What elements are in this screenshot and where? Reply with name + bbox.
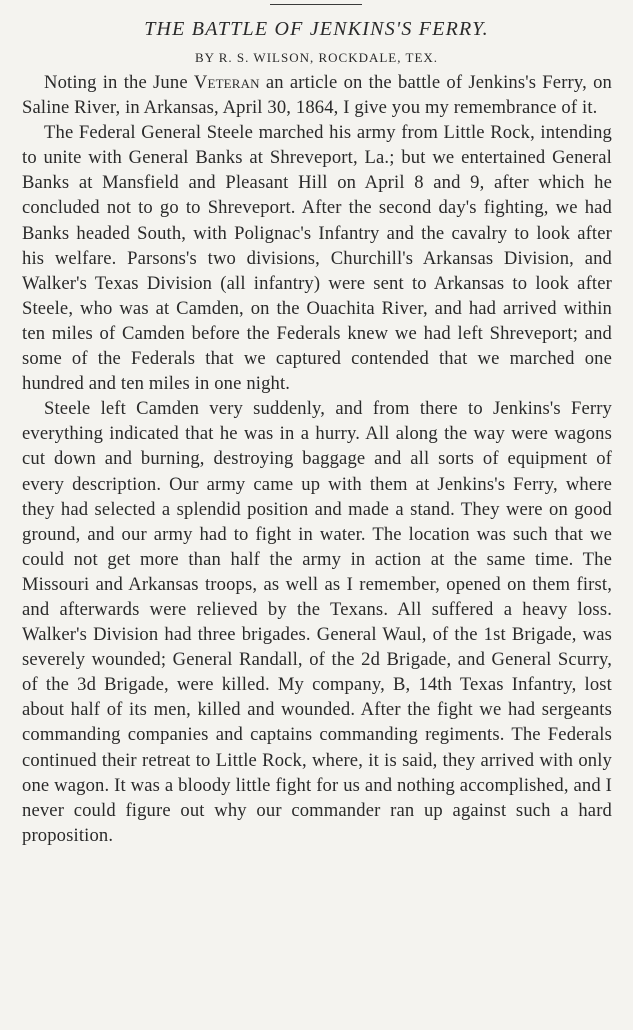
paragraph-1-text-b: an article on the battle of Jenkins's Ferry, on Saline River, in Arkansas, April 30, 1864, I give you my remembrance of it. [22, 72, 612, 119]
article-title: THE BATTLE OF JENKINS'S FERRY. [144, 18, 489, 40]
article-body [22, 70, 612, 848]
paragraph-3: Steele left Camden very suddenly, and from there to Jenkins's Ferry everything indicated that he was in a hurry. All along the way were wagons cut down and burning, destroying baggage and all sorts of equipment of every description. Our army came up with them at Jenkins's Ferry, where they had selected a splendid position and made a stand. They were on good ground, and our army had to fight in water. The location was such that we could not get more than half the army in action at the same time. The Missouri and Arkansas troops, as well as I remember, opened on them first, and afterwards were relieved by the Texans. All suffered a heavy loss. Walker's Division had three brigades. General Waul, of the 1st Brigade, was severely wounded; General Randall, of the 2d Brigade, and General Scurry, of the 3d Brigade, were killed. My company, B, 14th Texas Infantry, lost about half of its men, killed and wounded. After the fight we had sergeants commanding companies and captains commanding regiments. The Federals continued their retreat to Little Rock, where, it is said, they arrived with only one wagon. It was a bloody little fight for us and nothing accomplished, and I never could figure out why our commander ran up against such a hard proposition. [22, 398, 612, 846]
top-rule [270, 4, 362, 5]
article-byline: BY R. S. WILSON, ROCKDALE, TEX. [194, 50, 439, 65]
paragraph-1 [22, 70, 612, 120]
paragraph-1-text-a: Noting in the June [44, 72, 194, 93]
veteran-smallcaps: Veteran [193, 72, 260, 93]
paragraph-2: The Federal General Steele marched his army from Little Rock, intending to unite with General Banks at Shreveport, La.; but we entertained General Banks at Mansfield and Pleasant Hill on April 8 and 9, after which he concluded not to go to Shreveport. After the second day's fighting, we had Banks headed South, with Polignac's Infantry and the cavalry to look after his welfare. Parsons's two divisions, Churchill's Arkansas Division, and Walker's Texas Division (all infantry) were sent to Arkansas to look after Steele, who was at Camden, on the Ouachita River, and had arrived within ten miles of Camden before the Federals knew we had left Shreveport; and some of the Federals that we captured contended that we marched one hundred and ten miles in one night. [22, 122, 612, 395]
